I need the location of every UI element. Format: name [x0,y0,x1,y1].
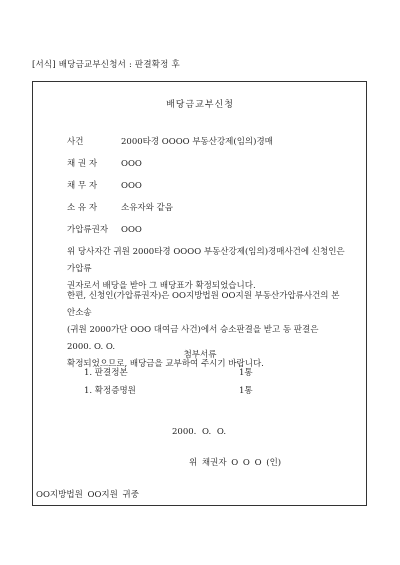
field-value: 2000타경 OOOO 부동산강제(임의)경매 [121,137,273,147]
field-row-case [67,135,273,147]
attachment-item [84,366,294,378]
field-row-owner [67,201,173,213]
field-label: 소 유 자 [67,203,98,213]
paragraph-line: 한편, 신청인(가압류권자)은 OO지방법원 OO지원 부동산가압류사건의 본안소송 [67,291,340,318]
paragraph-line: 권자로서 배당을 받아 그 배당표가 확정되었습니다. [67,281,256,291]
document-date: 2000. O. O. [172,427,227,437]
field-label: 사건 [67,137,84,147]
attachment-qty: 1통 [239,386,253,396]
body-paragraph-2 [67,288,345,373]
paragraph-line: 위 당사자간 귀원 2000타경 OOOO 부동산강제(임의)경매사건에 신청인은 가압류 [67,247,345,274]
attachments-title: 첨부서류 [183,350,217,360]
paragraph-line: (귀원 2000가단 OOO 대여금 사건)에서 승소판결을 받고 동 판결은 2000. O. O. [67,325,319,352]
attachment-item [84,384,294,396]
signer-line: 위 채권자 O O O (인) [189,458,282,468]
field-value: OOO [121,159,142,169]
field-row-creditor [67,157,142,169]
field-value: OOO [121,225,142,235]
document-title: 배당금교부신청 [166,100,234,110]
form-label: [서식] 배당금교부신청서 : 판결확정 후 [32,60,180,70]
attachment-name: 1. 확정증명원 [84,386,136,396]
attachment-qty: 1통 [239,368,253,378]
field-row-provisional-attacher [67,223,142,235]
paragraph-line: 확정되었으므로, 배당금을 교부하여 주시기 바랍니다. [67,359,264,369]
addressee: OO지방법원 OO지원 귀중 [36,490,139,500]
field-value: OOO [121,181,142,191]
field-label: 채 무 자 [67,181,98,191]
field-label: 가압류권자 [67,225,109,235]
field-row-debtor [67,179,142,191]
field-value: 소유자와 같음 [121,203,173,213]
field-label: 채 권 자 [67,159,98,169]
attachment-name: 1. 판결정본 [84,368,128,378]
